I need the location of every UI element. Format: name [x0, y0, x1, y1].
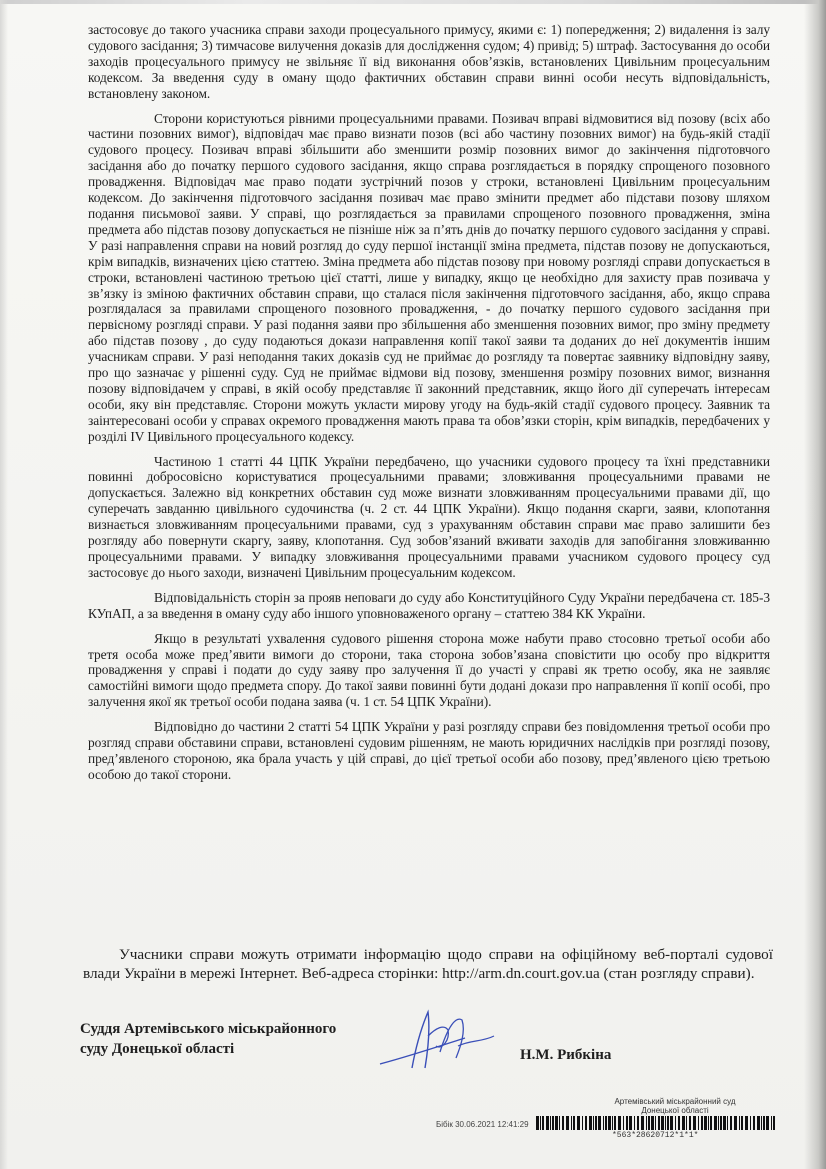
barcode-bar — [559, 1116, 560, 1130]
court-stamp — [590, 1097, 760, 1115]
barcode-bar — [595, 1116, 597, 1130]
barcode-bar — [626, 1116, 628, 1130]
barcode-bar — [698, 1116, 699, 1130]
paragraph-third-party: Якщо в результаті ухвалення судового рішення сторона може набути право стосовно третьої особи або третя особа може пред’явити вимоги до сторони, така сторона зобов’язана сповістити цю особу про відкриття провадження у справі і подати до суду заяву про залучення її до участі у справі як третю особу, яка не заявляє самостійні вимоги щодо предмета спору. До такої заяви повинні бути додані докази про направлення її копії особі, про залучення якої як третьої особи подана заява (ч. 1 ст. 54 ЦПК України). — [88, 630, 770, 710]
barcode-bar — [670, 1116, 673, 1130]
barcode-bar — [734, 1116, 737, 1130]
barcode-bar — [546, 1116, 549, 1130]
barcode-bar — [623, 1116, 624, 1130]
barcode-bar — [773, 1116, 775, 1130]
barcode-bar — [720, 1116, 722, 1130]
barcode-bar — [655, 1116, 656, 1130]
barcode-bar — [552, 1116, 554, 1130]
barcode-bar — [646, 1116, 647, 1130]
barcode-bar — [641, 1116, 644, 1130]
barcode-bar — [708, 1116, 709, 1130]
barcode-bar — [701, 1116, 703, 1130]
barcode-bar — [689, 1116, 691, 1130]
barcode-bar — [761, 1116, 762, 1130]
judge-title-line2: суду Донецької області — [80, 1041, 235, 1057]
judge-title — [80, 1019, 350, 1059]
barcode-bar — [753, 1116, 755, 1130]
barcode-bar — [612, 1116, 613, 1130]
barcode-bar — [562, 1116, 564, 1130]
barcode-bar — [555, 1116, 558, 1130]
barcode-bar — [598, 1116, 601, 1130]
court-stamp-line2: Донецької області — [641, 1106, 709, 1115]
barcode-bar — [550, 1116, 551, 1130]
barcode-bar — [741, 1116, 743, 1130]
barcode-bar — [686, 1116, 687, 1130]
barcode-bar — [540, 1116, 541, 1130]
barcode-bar — [618, 1116, 621, 1130]
barcode-bar — [693, 1116, 696, 1130]
paragraph-coercion-measures: застосовує до такого учасника справи заходи процесуального примусу, якими є: 1) попередження; 2) видалення із залу судового засідання; 3) тимчасове вилучення доказів для дослідження судом; 4) привід; 5) штраф. Застосування до особи заходів процесуального примусу не звільняє її від виконання обов’язків, встановлених Цивільним процесуальним кодексом. За введення суду в оману щодо фактичних обставин справи винні особи несуть відповідальність, встановлену законом. — [88, 22, 770, 101]
barcode-bar — [637, 1116, 639, 1130]
barcode-bar — [665, 1116, 666, 1130]
scan-edge-right — [804, 0, 826, 1169]
barcode-bar — [678, 1116, 680, 1130]
barcode-bar — [714, 1116, 717, 1130]
barcode-bar — [682, 1116, 685, 1130]
barcode-bar — [648, 1116, 650, 1130]
barcode-bar — [608, 1116, 611, 1130]
barcode-bar — [536, 1116, 539, 1130]
document-body — [88, 22, 770, 792]
barcode-bar — [727, 1116, 728, 1130]
scan-edge-left — [0, 0, 8, 1169]
barcode-bar — [757, 1116, 760, 1130]
barcode-bar — [710, 1116, 712, 1130]
paragraph-third-party-consequences: Відповідно до частини 2 статті 54 ЦПК України у разі розгляду справи без повідомлення третьої особи про розгляд справи обставини справи, встановлені судовим рішенням, не мають юридичних наслідків при розгляді позову, пред’явленого стороною, яка брала участь у цій справі, до цієї третьої особи або позову, пред’явленого цією третьою особою до такої сторони. — [88, 719, 770, 782]
judge-title-line1: Суддя Артемівського міськрайонного — [80, 1021, 337, 1037]
barcode-bar — [593, 1116, 594, 1130]
barcode-number: *563*28620712*1*1* — [612, 1131, 699, 1140]
barcode-bar — [661, 1116, 664, 1130]
court-portal-notice: Учасники справи можуть отримати інформацію щодо справи на офіційному веб-порталі судової влади України в мережі Інтернет. Веб-адреса сторінки: http://arm.dn.court.gov.ua (стан розгляду справи). — [83, 946, 773, 982]
barcode-bar — [730, 1116, 732, 1130]
scan-edge-top — [0, 0, 826, 4]
barcode-bar — [771, 1116, 772, 1130]
barcode-bar — [577, 1116, 580, 1130]
barcode-bar — [718, 1116, 719, 1130]
barcode-bar — [763, 1116, 765, 1130]
barcode-bar — [651, 1116, 654, 1130]
barcode-bar — [723, 1116, 726, 1130]
paragraph-party-rights: Сторони користуються рівними процесуальними правами. Позивач вправі відмовитися від позову (всіх або частини позовних вимог), відповідач має право визнати позов (всі або частину позовних вимог) на будь-якій стадії судового процесу. Позивач вправі збільшити або зменшити розмір позовних вимог до закінчення підготовчого засідання або до початку першого судового засідання, якщо справа розглядається в порядку спрощеного позовного провадження. Відповідач має право подати зустрічний позов у строки, встановлені Цивільним процесуальним кодексом. До закінчення підготовчого засідання позивач має право змінити предмет або підстави позову шляхом подання письмової заяви. У справі, що розглядається за правилами спрощеного позовного провадження, зміна предмета або підстав позову допускається не пізніше ніж за п’ять днів до початку першого судового засідання у справі. У разі направлення справи на новий розгляд до суду першої інстанції зміна предмета, підстав позову не допускаються, крім випадків, визначених цією статтею. Зміна предмета або підстав позову при новому розгляді справи допускається в строки, встановлені частиною третьою цієї статті, лише у випадку, якщо це необхідно для захисту прав позивача у зв’язку із зміною фактичних обставин справи, що сталася після закінчення підготовчого засідання, або, якщо справа розглядалася за правилами спрощеного позовного провадження, - до початку першого судового засідання при первісному розгляді справи. У разі подання заяви про збільшення або зменшення позовних вимог, про зміну предмету або підстав позову , до суду подаються докази направлення копії такої заяви та доданих до неї документів іншим учасникам справи. У разі неподання таких доказів суд не приймає до розгляду та повертає заявнику відповідну заяву, про що зазначає у рішенні суду. Суд не приймає відмови від позову, зменшення розміру позовних вимог, визнання позову відповідачем у справі, в якій особу представляє її законний представник, якщо його дії суперечать інтересам особи, яку він представляє. Сторони можуть укласти мирову угоду на будь-якій стадії судового процесу. Заявник та заінтересовані особи у справах окремого провадження мають права та обов’язки сторін, крім випадків, передбачених у розділі IV Цивільного процесуального кодексу. — [88, 110, 770, 444]
barcode-bar — [571, 1116, 572, 1130]
barcode-bar — [589, 1116, 592, 1130]
barcode-bar — [542, 1116, 544, 1130]
judge-name: Н.М. Рибкіна — [520, 1047, 612, 1063]
print-info: Бібік 30.06.2021 12:41:29 — [436, 1120, 529, 1129]
barcode-bar — [745, 1116, 748, 1130]
barcode-bar — [573, 1116, 575, 1130]
barcode — [536, 1116, 776, 1130]
barcode-bar — [766, 1116, 769, 1130]
paragraph-liability: Відповідальність сторін за прояв неповаги до суду або Конституційного Суду України передбачена ст. 185-3 КУпАП, а за введення в оману суду або іншого уповноваженого органу – статтею 384 КК України. — [88, 589, 770, 621]
barcode-bar — [603, 1116, 604, 1130]
paragraph-abuse-of-rights: Частиною 1 статті 44 ЦПК України передбачено, що учасники судового процесу та їхні представники повинні добросовісно користуватися процесуальними правами; зловживання процесуальними правами не допускається. Залежно від конкретних обставин суд може визнати зловживанням процесуальними правами дії, що суперечать завданню цивільного судочинства (ч. 2 ст. 44 ЦПК України). Якщо подання скарги, заяви, клопотання визнається зловживанням процесуальними правами, суд з урахуванням обставин справи має право залишити без розгляду або повернути скаргу, заяву, клопотання. Суд зобов’язаний вживати заходів для запобігання зловживанню процесуальними правами. У випадку зловживання процесуальними правами учасником судового процесу суд застосовує до нього заходи, визначені Цивільним процесуальним кодексом. — [88, 453, 770, 580]
barcode-bar — [614, 1116, 616, 1130]
barcode-bar — [582, 1116, 583, 1130]
barcode-bar — [739, 1116, 740, 1130]
barcode-bar — [704, 1116, 707, 1130]
barcode-bar — [566, 1116, 569, 1130]
barcode-bar — [605, 1116, 607, 1130]
barcode-bar — [675, 1116, 676, 1130]
barcode-bar — [629, 1116, 632, 1130]
barcode-bar — [750, 1116, 751, 1130]
barcode-bar — [658, 1116, 660, 1130]
barcode-bar — [667, 1116, 669, 1130]
barcode-bar — [634, 1116, 635, 1130]
court-stamp-line1: Артемівський міськрайонний суд — [614, 1097, 736, 1106]
handwritten-signature — [370, 1006, 510, 1076]
barcode-bar — [585, 1116, 587, 1130]
